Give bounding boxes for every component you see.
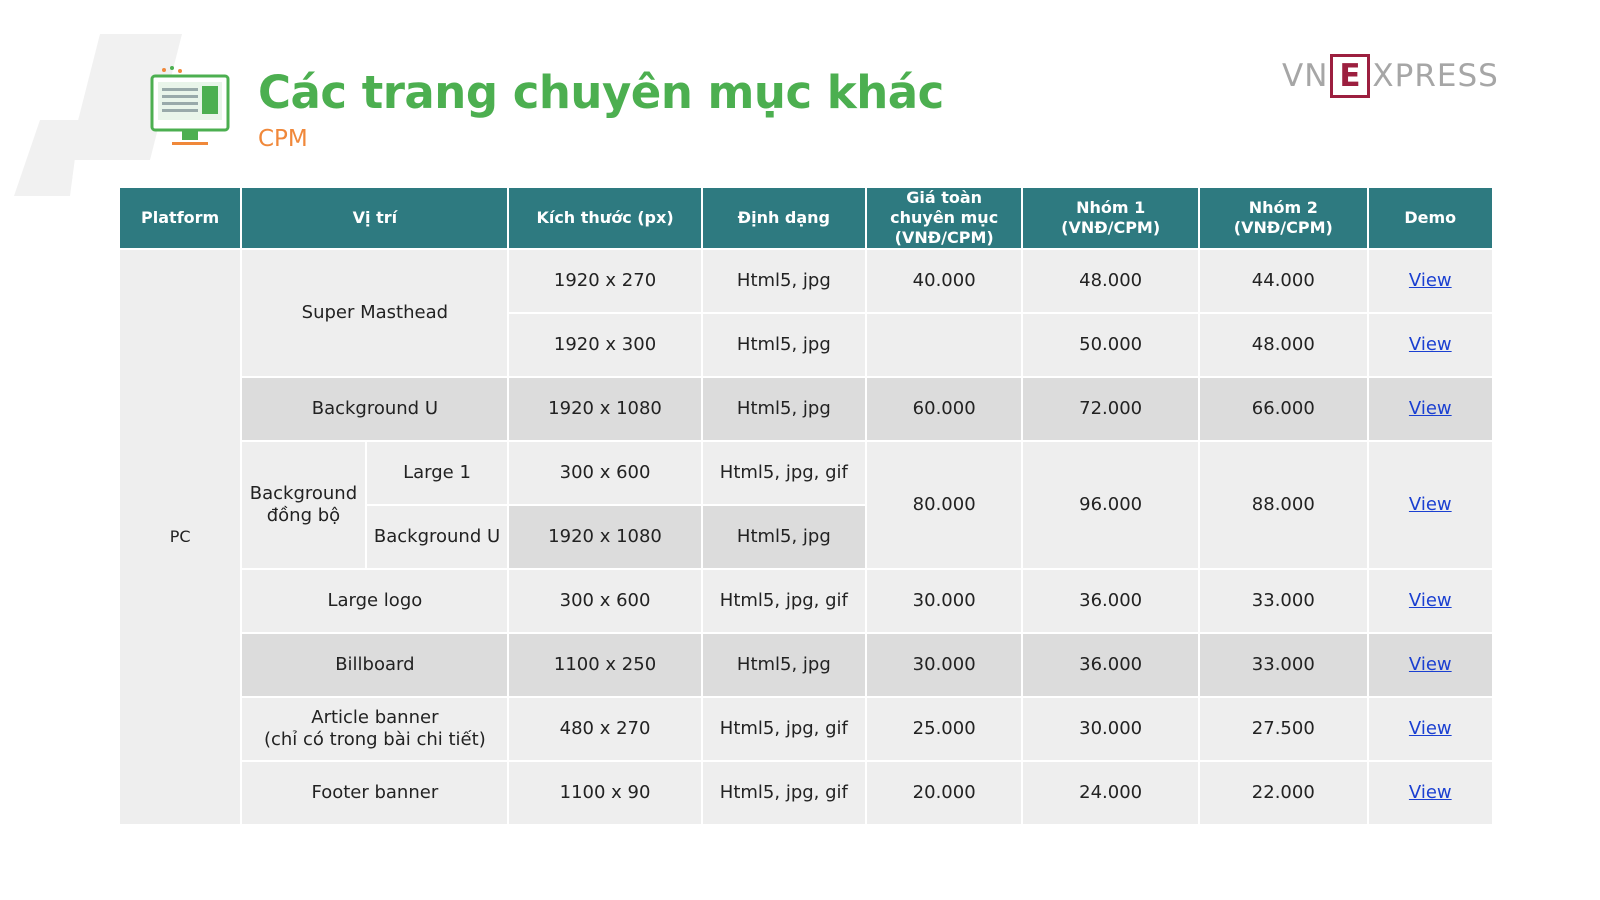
header-demo: Demo <box>1369 188 1492 248</box>
position-cell: Large logo <box>242 570 507 632</box>
group2-cell: 44.000 <box>1200 250 1367 312</box>
format-cell: Html5, jpg, gif <box>703 762 865 824</box>
position-cell: Background U <box>367 506 508 568</box>
demo-cell <box>1369 442 1492 568</box>
position-note: (chỉ có trong bài chi tiết) <box>263 729 486 750</box>
demo-cell <box>1369 570 1492 632</box>
group1-cell: 96.000 <box>1023 442 1198 568</box>
demo-cell <box>1369 762 1492 824</box>
group1-cell: 72.000 <box>1023 378 1198 440</box>
vnexpress-logo <box>1282 52 1499 100</box>
header-size: Kích thước (px) <box>509 188 700 248</box>
group2-cell: 66.000 <box>1200 378 1367 440</box>
view-link[interactable]: View <box>1408 718 1452 739</box>
group2-cell: 22.000 <box>1200 762 1367 824</box>
demo-cell <box>1369 378 1492 440</box>
size-cell: 300 x 600 <box>509 442 700 504</box>
format-cell: Html5, jpg, gif <box>703 442 865 504</box>
position-cell: Super Masthead <box>242 250 507 376</box>
group-cell: Background đồng bộ <box>242 442 364 568</box>
size-cell: 1920 x 1080 <box>509 506 700 568</box>
logo-prefix: VN <box>1282 58 1329 94</box>
table-row <box>120 698 1492 760</box>
format-cell: Html5, jpg <box>703 506 865 568</box>
group1-cell: 48.000 <box>1023 250 1198 312</box>
table-row <box>120 762 1492 824</box>
position-cell: Large 1 <box>367 442 508 504</box>
platform-cell: PC <box>120 250 240 824</box>
view-link[interactable]: View <box>1408 398 1452 419</box>
format-cell: Html5, jpg, gif <box>703 570 865 632</box>
page-title: Các trang chuyên mục khác <box>258 66 944 119</box>
position-cell: Billboard <box>242 634 507 696</box>
price-all-cell: 40.000 <box>867 250 1021 312</box>
demo-cell <box>1369 250 1492 312</box>
price-all-cell: 30.000 <box>867 570 1021 632</box>
price-all-cell: 80.000 <box>867 442 1021 568</box>
table-row <box>120 378 1492 440</box>
table-row <box>120 570 1492 632</box>
pricing-table <box>118 186 1494 826</box>
table-row <box>120 634 1492 696</box>
group2-cell: 33.000 <box>1200 570 1367 632</box>
format-cell: Html5, jpg, gif <box>703 698 865 760</box>
price-all-cell <box>867 314 1021 376</box>
size-cell: 1920 x 300 <box>509 314 700 376</box>
price-all-cell: 20.000 <box>867 762 1021 824</box>
header-group2: Nhóm 2 (VNĐ/CPM) <box>1200 188 1367 248</box>
table-row <box>120 250 1492 312</box>
group1-cell: 36.000 <box>1023 570 1198 632</box>
demo-cell <box>1369 314 1492 376</box>
view-link[interactable]: View <box>1408 270 1452 291</box>
header-format: Định dạng <box>703 188 865 248</box>
table-row <box>120 442 1492 504</box>
group2-cell: 27.500 <box>1200 698 1367 760</box>
header-price-all: Giá toàn chuyên mục (VNĐ/CPM) <box>867 188 1021 248</box>
size-cell: 1100 x 90 <box>509 762 700 824</box>
logo-box-letter: E <box>1330 54 1370 98</box>
size-cell: 1920 x 1080 <box>509 378 700 440</box>
size-cell: 480 x 270 <box>509 698 700 760</box>
view-link[interactable]: View <box>1408 334 1452 355</box>
header-group1: Nhóm 1 (VNĐ/CPM) <box>1023 188 1198 248</box>
group1-cell: 24.000 <box>1023 762 1198 824</box>
group1-cell: 30.000 <box>1023 698 1198 760</box>
header-platform: Platform <box>120 188 240 248</box>
format-cell: Html5, jpg <box>703 634 865 696</box>
price-all-cell: 25.000 <box>867 698 1021 760</box>
view-link[interactable]: View <box>1408 782 1452 803</box>
group1-cell: 36.000 <box>1023 634 1198 696</box>
group2-cell: 88.000 <box>1200 442 1367 568</box>
demo-cell <box>1369 698 1492 760</box>
size-cell: 1920 x 270 <box>509 250 700 312</box>
position-label: Article banner <box>311 707 439 728</box>
header-position: Vị trí <box>242 188 507 248</box>
monitor-icon <box>150 66 230 152</box>
logo-suffix: XPRESS <box>1372 58 1499 94</box>
position-cell: Background U <box>242 378 507 440</box>
format-cell: Html5, jpg <box>703 314 865 376</box>
position-cell <box>242 698 507 760</box>
size-cell: 300 x 600 <box>509 570 700 632</box>
page-subtitle: CPM <box>258 126 308 152</box>
group2-cell: 48.000 <box>1200 314 1367 376</box>
format-cell: Html5, jpg <box>703 250 865 312</box>
price-all-cell: 60.000 <box>867 378 1021 440</box>
group2-cell: 33.000 <box>1200 634 1367 696</box>
price-all-cell: 30.000 <box>867 634 1021 696</box>
demo-cell <box>1369 634 1492 696</box>
table-header-row <box>120 188 1492 248</box>
view-link[interactable]: View <box>1408 494 1452 515</box>
view-link[interactable]: View <box>1408 654 1452 675</box>
format-cell: Html5, jpg <box>703 378 865 440</box>
group1-cell: 50.000 <box>1023 314 1198 376</box>
position-cell: Footer banner <box>242 762 507 824</box>
view-link[interactable]: View <box>1408 590 1452 611</box>
size-cell: 1100 x 250 <box>509 634 700 696</box>
